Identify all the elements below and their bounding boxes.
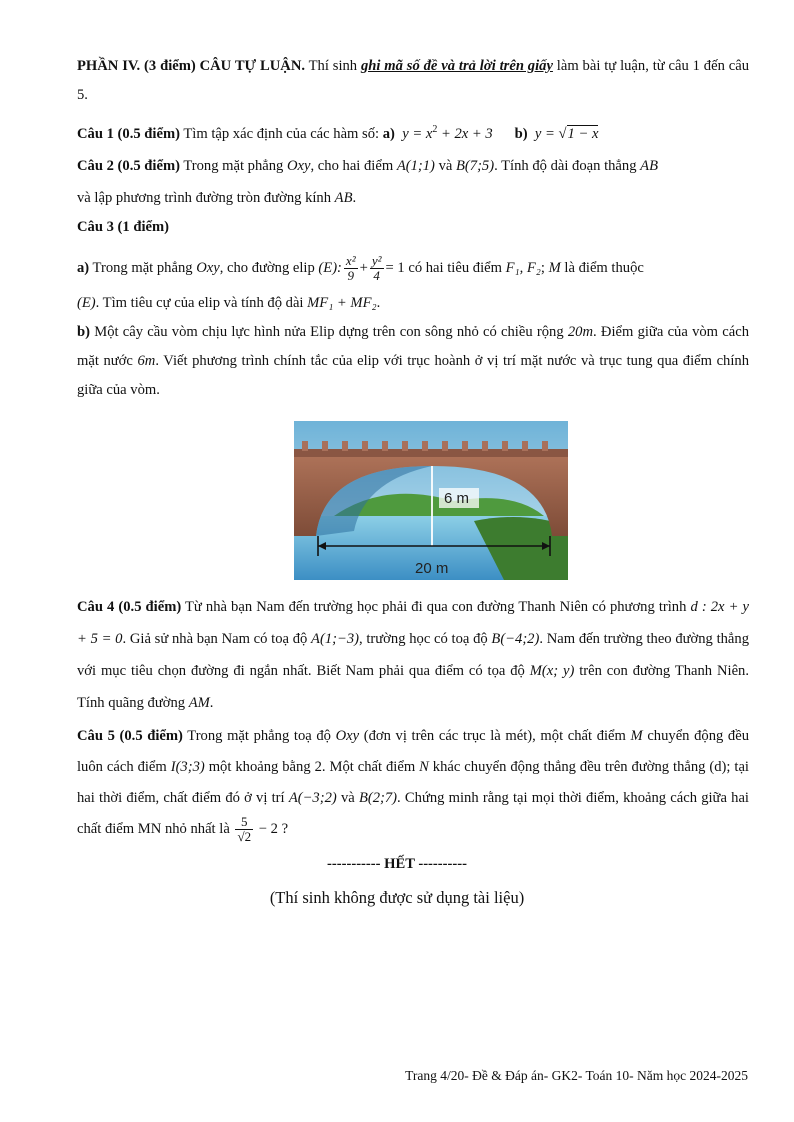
part-heading-paragraph: [77, 52, 749, 110]
q3-plus: +: [359, 259, 368, 276]
question-1: Câu 1 (0.5 điểm) Tìm tập xác định của các hàm số: a) $y = x^2 + 2x + 3$ b) y = √1 − x: [77, 124, 599, 142]
q5-point-a: A(−3;2): [288, 790, 337, 806]
q5-frac: [235, 815, 253, 844]
q3-a-label: a): [77, 259, 90, 276]
q1-text: Tìm tập xác định của các hàm số:: [179, 125, 383, 142]
part-intro-before: Thí sinh: [305, 58, 361, 74]
part-intro-after: làm bài tự luận, từ câu 1 đến câu 5.: [77, 58, 749, 103]
exam-page-lower: [77, 591, 749, 845]
q2-va: và: [434, 157, 456, 174]
q3-a-line2-e: (E): [77, 294, 96, 311]
q5-frac-num: 5: [235, 815, 253, 830]
end-marker: ----------- HẾT ----------: [327, 856, 467, 872]
q4-t6: .: [209, 695, 214, 711]
q1-a-label: a): [382, 125, 395, 142]
question-2: [77, 150, 749, 214]
q5-va: và: [336, 790, 359, 806]
q4-label: Câu 4 (0.5 điểm): [77, 599, 182, 615]
q4-line-d: d : 2x + y + 5 = 0: [77, 599, 749, 647]
q1-b-label: b): [514, 125, 528, 142]
q4-point-b: B(−4;2): [491, 631, 540, 647]
q2-label: Câu 2 (0.5 điểm): [77, 157, 180, 174]
q1-b-expr-1: y =: [534, 125, 559, 142]
q3-b-text3: . Viết phương trình chính tắc của elip với trục hoành ở vị trí mặt nước và trục tung qua điểm chính giữa của vòm.: [77, 352, 749, 398]
q3-a-t2: , cho đường elip: [219, 259, 319, 276]
q3-frac-2-num: y²: [371, 253, 382, 269]
q5-label: Câu 5 (0.5 điểm): [77, 728, 183, 744]
q3-a-sum: MF₁ + MF₂: [307, 294, 377, 311]
q4-t2: . Giả sử nhà bạn Nam có toạ độ: [122, 631, 312, 647]
q4-t3: , trường học có toạ độ: [358, 631, 492, 647]
q3-b-height: 6m: [137, 352, 156, 369]
q3-a-t1: Trong mặt phẳng: [89, 259, 197, 276]
q3-frac-1-den: 9: [347, 268, 354, 284]
q3-foci: F₁, F₂: [505, 259, 541, 276]
q3-a-t4: ;: [540, 259, 549, 276]
q5-n: N: [419, 759, 429, 775]
part-heading: PHẦN IV. (3 điểm) CÂU TỰ LUẬN.: [77, 58, 306, 74]
q5-t2: (đơn vị trên các trục là mét), một chất điểm: [359, 728, 631, 744]
part-intro-emphasis: ghi mã số đề và trả lời trên giấy: [360, 58, 553, 74]
q3-b-text2: . Điểm giữa của vòm cách mặt nước: [77, 323, 749, 369]
q3-a-m: M: [548, 259, 561, 276]
q3-b-label: b): [77, 323, 90, 340]
exam-page: [77, 52, 749, 405]
q5-frac-den: √2: [237, 829, 252, 845]
q3-frac-1: [344, 254, 358, 283]
q3-b-width: 20m: [567, 323, 594, 340]
q5-t1: Trong mặt phẳng toạ độ: [182, 728, 336, 744]
q1-a-expr-1: y = x: [402, 125, 433, 142]
q3-a-t5: là điểm thuộc: [560, 259, 644, 276]
q2-t1: Trong mặt phẳng: [179, 157, 287, 174]
question-3a-line2: [77, 288, 749, 318]
q5-t4: một khoảng bằng 2. Một chất điểm: [204, 759, 420, 775]
q5-t5: khác chuyển động thẳng đều trên đường thẳng (d); tại hai thời điểm, chất điểm đó ở vị trí: [77, 759, 749, 806]
q5-t6: . Chứng minh rằng tại mọi thời điểm, khoảng cách giữa hai chất điểm MN nhỏ nhất là: [77, 790, 749, 837]
bridge-figure: [294, 421, 568, 580]
question-3a: [77, 248, 749, 288]
question-3b: [77, 318, 749, 405]
q2-t4: và lập phương trình đường tròn đường kính: [77, 189, 335, 206]
q3-frac-2: [370, 254, 384, 283]
q3-a-ellipse-name: (E):: [318, 259, 342, 276]
page-footer: Trang 4/20- Đề & Đáp án- GK2- Toán 10- Năm học 2024-2025: [405, 1068, 748, 1083]
q2-t5: .: [352, 189, 357, 206]
height-label: 6 m: [444, 490, 470, 507]
q5-oxy: Oxy: [335, 728, 360, 744]
q3-eq: = 1: [385, 259, 405, 276]
q2-t3: . Tính độ dài đoạn thẳng: [494, 157, 641, 174]
width-label: 20 m: [415, 560, 449, 577]
q4-point-m: M(x; y): [529, 663, 575, 679]
q3-b-text: Một cây cầu vòm chịu lực hình nửa Elip dựng trên con sông nhỏ có chiều rộng: [89, 323, 568, 340]
q2-oxy: Oxy: [287, 157, 311, 174]
q1-a-expr-2: + 2x + 3: [437, 125, 493, 142]
q4-t5: trên con đường Thanh Niên. Tính quãng đường: [77, 663, 750, 711]
q3-a-t3: có hai tiêu điểm: [404, 259, 506, 276]
q2-point-b: B(7;5): [456, 157, 495, 174]
q4-t4: . Nam đến trường theo đường thẳng với mục tiêu chọn đường đi ngắn nhất. Biết Nam phải qua điểm có tọa độ: [77, 631, 749, 679]
question-5: [77, 721, 749, 845]
q3-label: Câu 3 (1 điểm): [77, 218, 170, 235]
q3-frac-2-den: 4: [373, 268, 380, 284]
q2-t2: , cho hai điểm: [310, 157, 397, 174]
q2-ab-2: AB: [334, 189, 353, 206]
q3-a-line2: . Tìm tiêu cự của elip và tính độ dài: [95, 294, 308, 311]
q5-t3: chuyển động đều luôn cách điểm: [77, 728, 749, 775]
q4-t1: Từ nhà bạn Nam đến trường học phải đi qua con đường Thanh Niên có phương trình: [181, 599, 691, 615]
q4-point-a: A(1;−3): [311, 631, 359, 647]
q2-point-a: A(1;1): [396, 157, 435, 174]
q5-point-b: B(2;7): [358, 790, 398, 806]
question-4: [77, 591, 749, 719]
q5-m: M: [630, 728, 643, 744]
q1-b-expr-2: 1 − x: [567, 125, 599, 142]
q4-am: AM: [188, 695, 210, 711]
q5-tail: − 2 ?: [255, 821, 289, 837]
q2-ab: AB: [640, 157, 658, 174]
q3-a-end: .: [376, 294, 381, 311]
q1-label: Câu 1 (0.5 điểm): [77, 125, 180, 142]
q3-frac-1-num: x²: [345, 253, 356, 269]
q5-point-i: I(3;3): [170, 759, 205, 775]
q3-a-oxy: Oxy: [196, 259, 220, 276]
exam-note: (Thí sinh không được sử dụng tài liệu): [269, 888, 525, 907]
